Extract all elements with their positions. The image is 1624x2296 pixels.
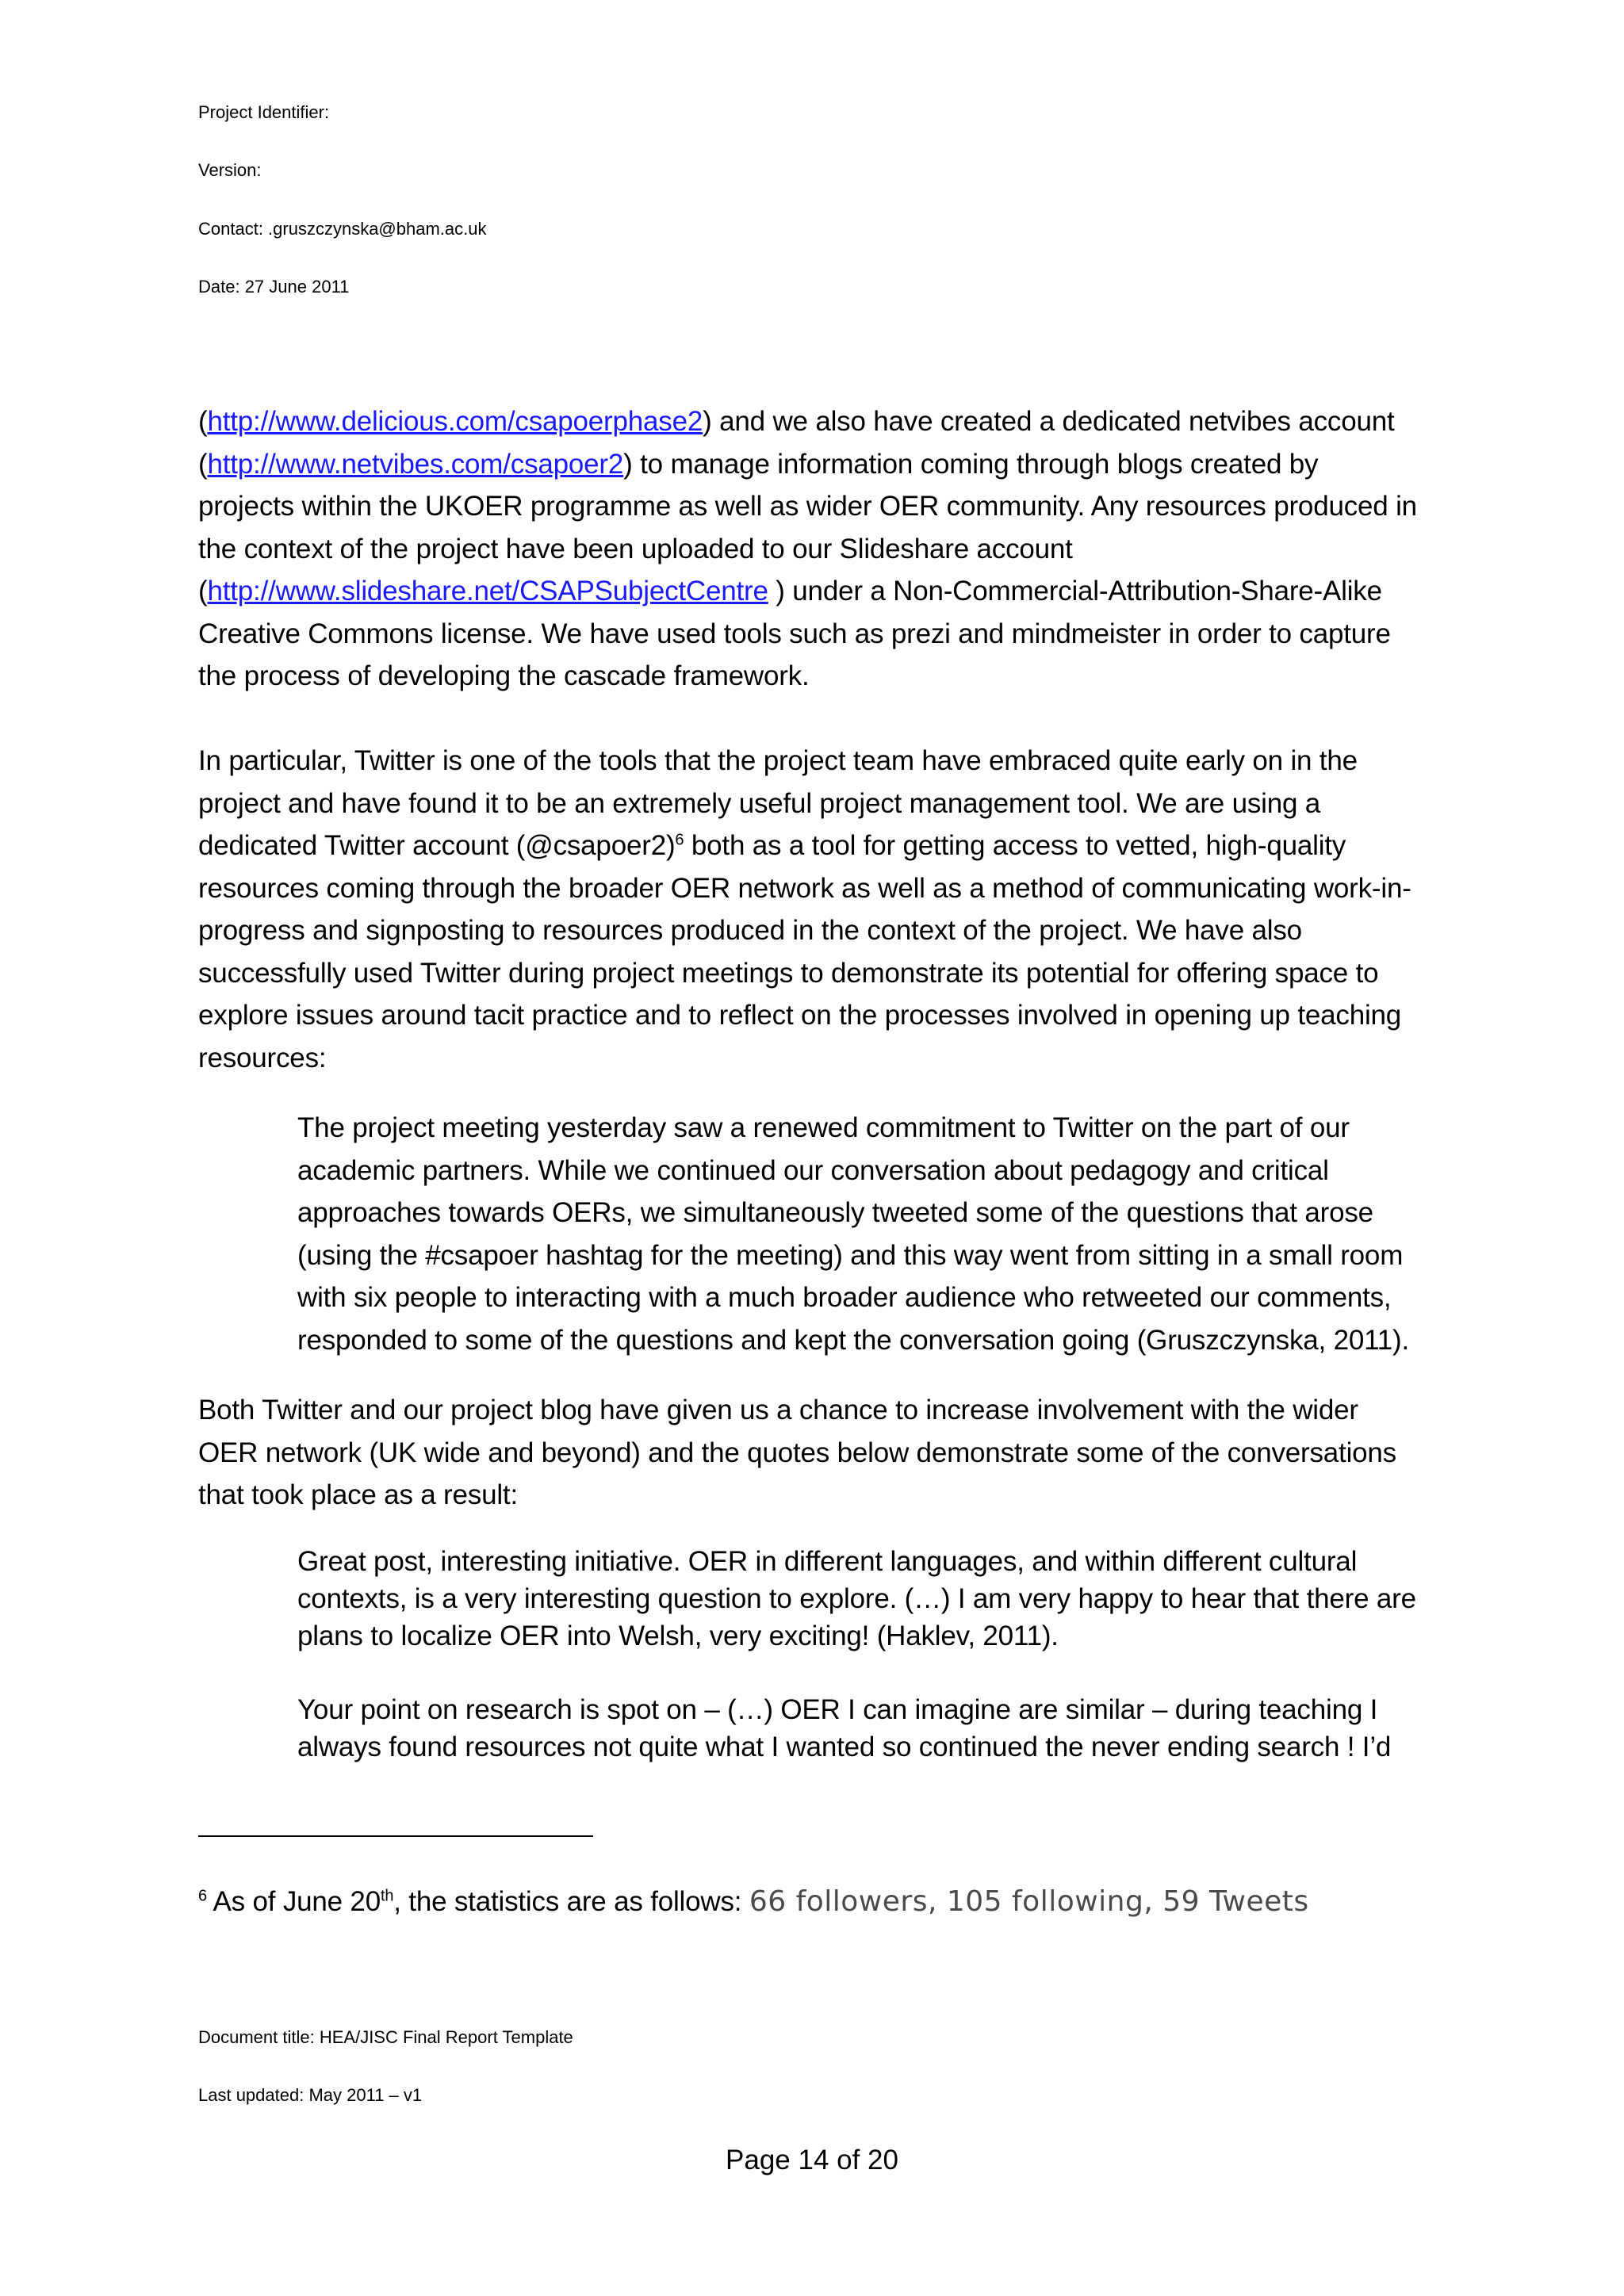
paragraph-twitter (198, 740, 1435, 1079)
footnote-separator (198, 1835, 593, 1837)
text-line: project and have found it to be an extremely useful project management tool. We are using a (198, 787, 1321, 819)
text-line: (http://www.netvibes.com/csapoer2) to manage information coming through blogs created by (198, 448, 1319, 480)
header-date: Date: 27 June 2011 (198, 277, 350, 297)
footnote-reference[interactable]: 6 (675, 831, 684, 849)
text-line: OER network (UK wide and beyond) and the quotes below demonstrate some of the conversations (198, 1437, 1396, 1468)
paragraph-conversations (198, 1389, 1435, 1517)
netvibes-link[interactable]: http://www.netvibes.com/csapoer2 (207, 448, 624, 480)
block-quote-haklev (297, 1543, 1439, 1655)
text-line: progress and signposting to resources produced in the context of the project. We have also (198, 915, 1302, 946)
text-line: successfully used Twitter during project meetings to demonstrate its potential for offering space to (198, 957, 1379, 989)
paragraph-tools (198, 400, 1435, 698)
text-line: the process of developing the cascade framework. (198, 660, 810, 691)
text-line: Creative Commons license. We have used tools such as prezi and mindmeister in order to capture (198, 618, 1391, 649)
block-quote-research (297, 1691, 1439, 1766)
footnote-superscript: th (380, 1887, 394, 1905)
footnote-number: 6 (198, 1887, 207, 1905)
text-line: resources: (198, 1042, 327, 1073)
delicious-link[interactable]: http://www.delicious.com/csapoerphase2 (207, 406, 703, 437)
text-line: academic partners. While we continued our conversation about pedagogy and critical (297, 1154, 1329, 1186)
slideshare-link[interactable]: http://www.slideshare.net/CSAPSubjectCentre (207, 576, 768, 607)
text-line: (http://www.slideshare.net/CSAPSubjectCentre ) under a Non-Commercial-Attribution-Share-Alike (198, 576, 1382, 607)
text-line: plans to localize OER into Welsh, very exciting! (Haklev, 2011). (297, 1621, 1059, 1651)
text-line: with six people to interacting with a much broader audience who retweeted our comments, (297, 1282, 1392, 1313)
text-line: dedicated Twitter account (@csapoer2)$^6$ both as a tool for getting access to vetted, high-quality (198, 830, 1346, 861)
block-quote-meeting (297, 1107, 1439, 1361)
text-line: (using the #csapoer hashtag for the meeting) and this way went from sitting in a small room (297, 1239, 1404, 1271)
twitter-stats: 66 followers, 105 following, 59 Tweets (749, 1885, 1309, 1918)
text-line: projects within the UKOER programme as well as wider OER community. Any resources produced in (198, 491, 1417, 522)
footer-document-title: Document title: HEA/JISC Final Report Template (198, 2027, 573, 2047)
header-project-identifier: Project Identifier: (198, 102, 330, 122)
text-line: (http://www.delicious.com/csapoerphase2) and we also have created a dedicated netvibes account (198, 406, 1395, 437)
text-line: The project meeting yesterday saw a renewed commitment to Twitter on the part of our (297, 1112, 1350, 1143)
text-line: contexts, is a very interesting question to explore. (…) I am very happy to hear that there are (297, 1583, 1416, 1614)
text-line: Your point on research is spot on – (…) OER I can imagine are similar – during teaching I (297, 1694, 1378, 1725)
footnote: $^6$ As of June 20th, the statistics are as follows: 66 followers, 105 following, 59 Tweets (198, 1885, 1309, 1918)
text-line: resources coming through the broader OER network as well as a method of communicating work-in- (198, 872, 1411, 904)
footer-last-updated: Last updated: May 2011 – v1 (198, 2085, 423, 2105)
header-contact: Contact: .gruszczynska@bham.ac.uk (198, 219, 487, 239)
text-line: the context of the project have been uploaded to our Slideshare account (198, 533, 1073, 564)
text-line: Great post, interesting initiative. OER in different languages, and within different cultural (297, 1546, 1358, 1577)
text-line: In particular, Twitter is one of the tools that the project team have embraced quite early on in the (198, 745, 1358, 776)
text-line: explore issues around tacit practice and to reflect on the processes involved in opening up teaching (198, 1000, 1402, 1031)
text-line: always found resources not quite what I wanted so continued the never ending search ! I’d (297, 1732, 1392, 1762)
text-line: responded to some of the questions and kept the conversation going (Gruszczynska, 2011). (297, 1324, 1410, 1356)
text-line: approaches towards OERs, we simultaneously tweeted some of the questions that arose (297, 1197, 1373, 1228)
text-line: that took place as a result: (198, 1479, 518, 1510)
text-line: Both Twitter and our project blog have given us a chance to increase involvement with the wider (198, 1395, 1358, 1425)
header-version: Version: (198, 160, 262, 180)
page-number: Page 14 of 20 (726, 2145, 898, 2175)
